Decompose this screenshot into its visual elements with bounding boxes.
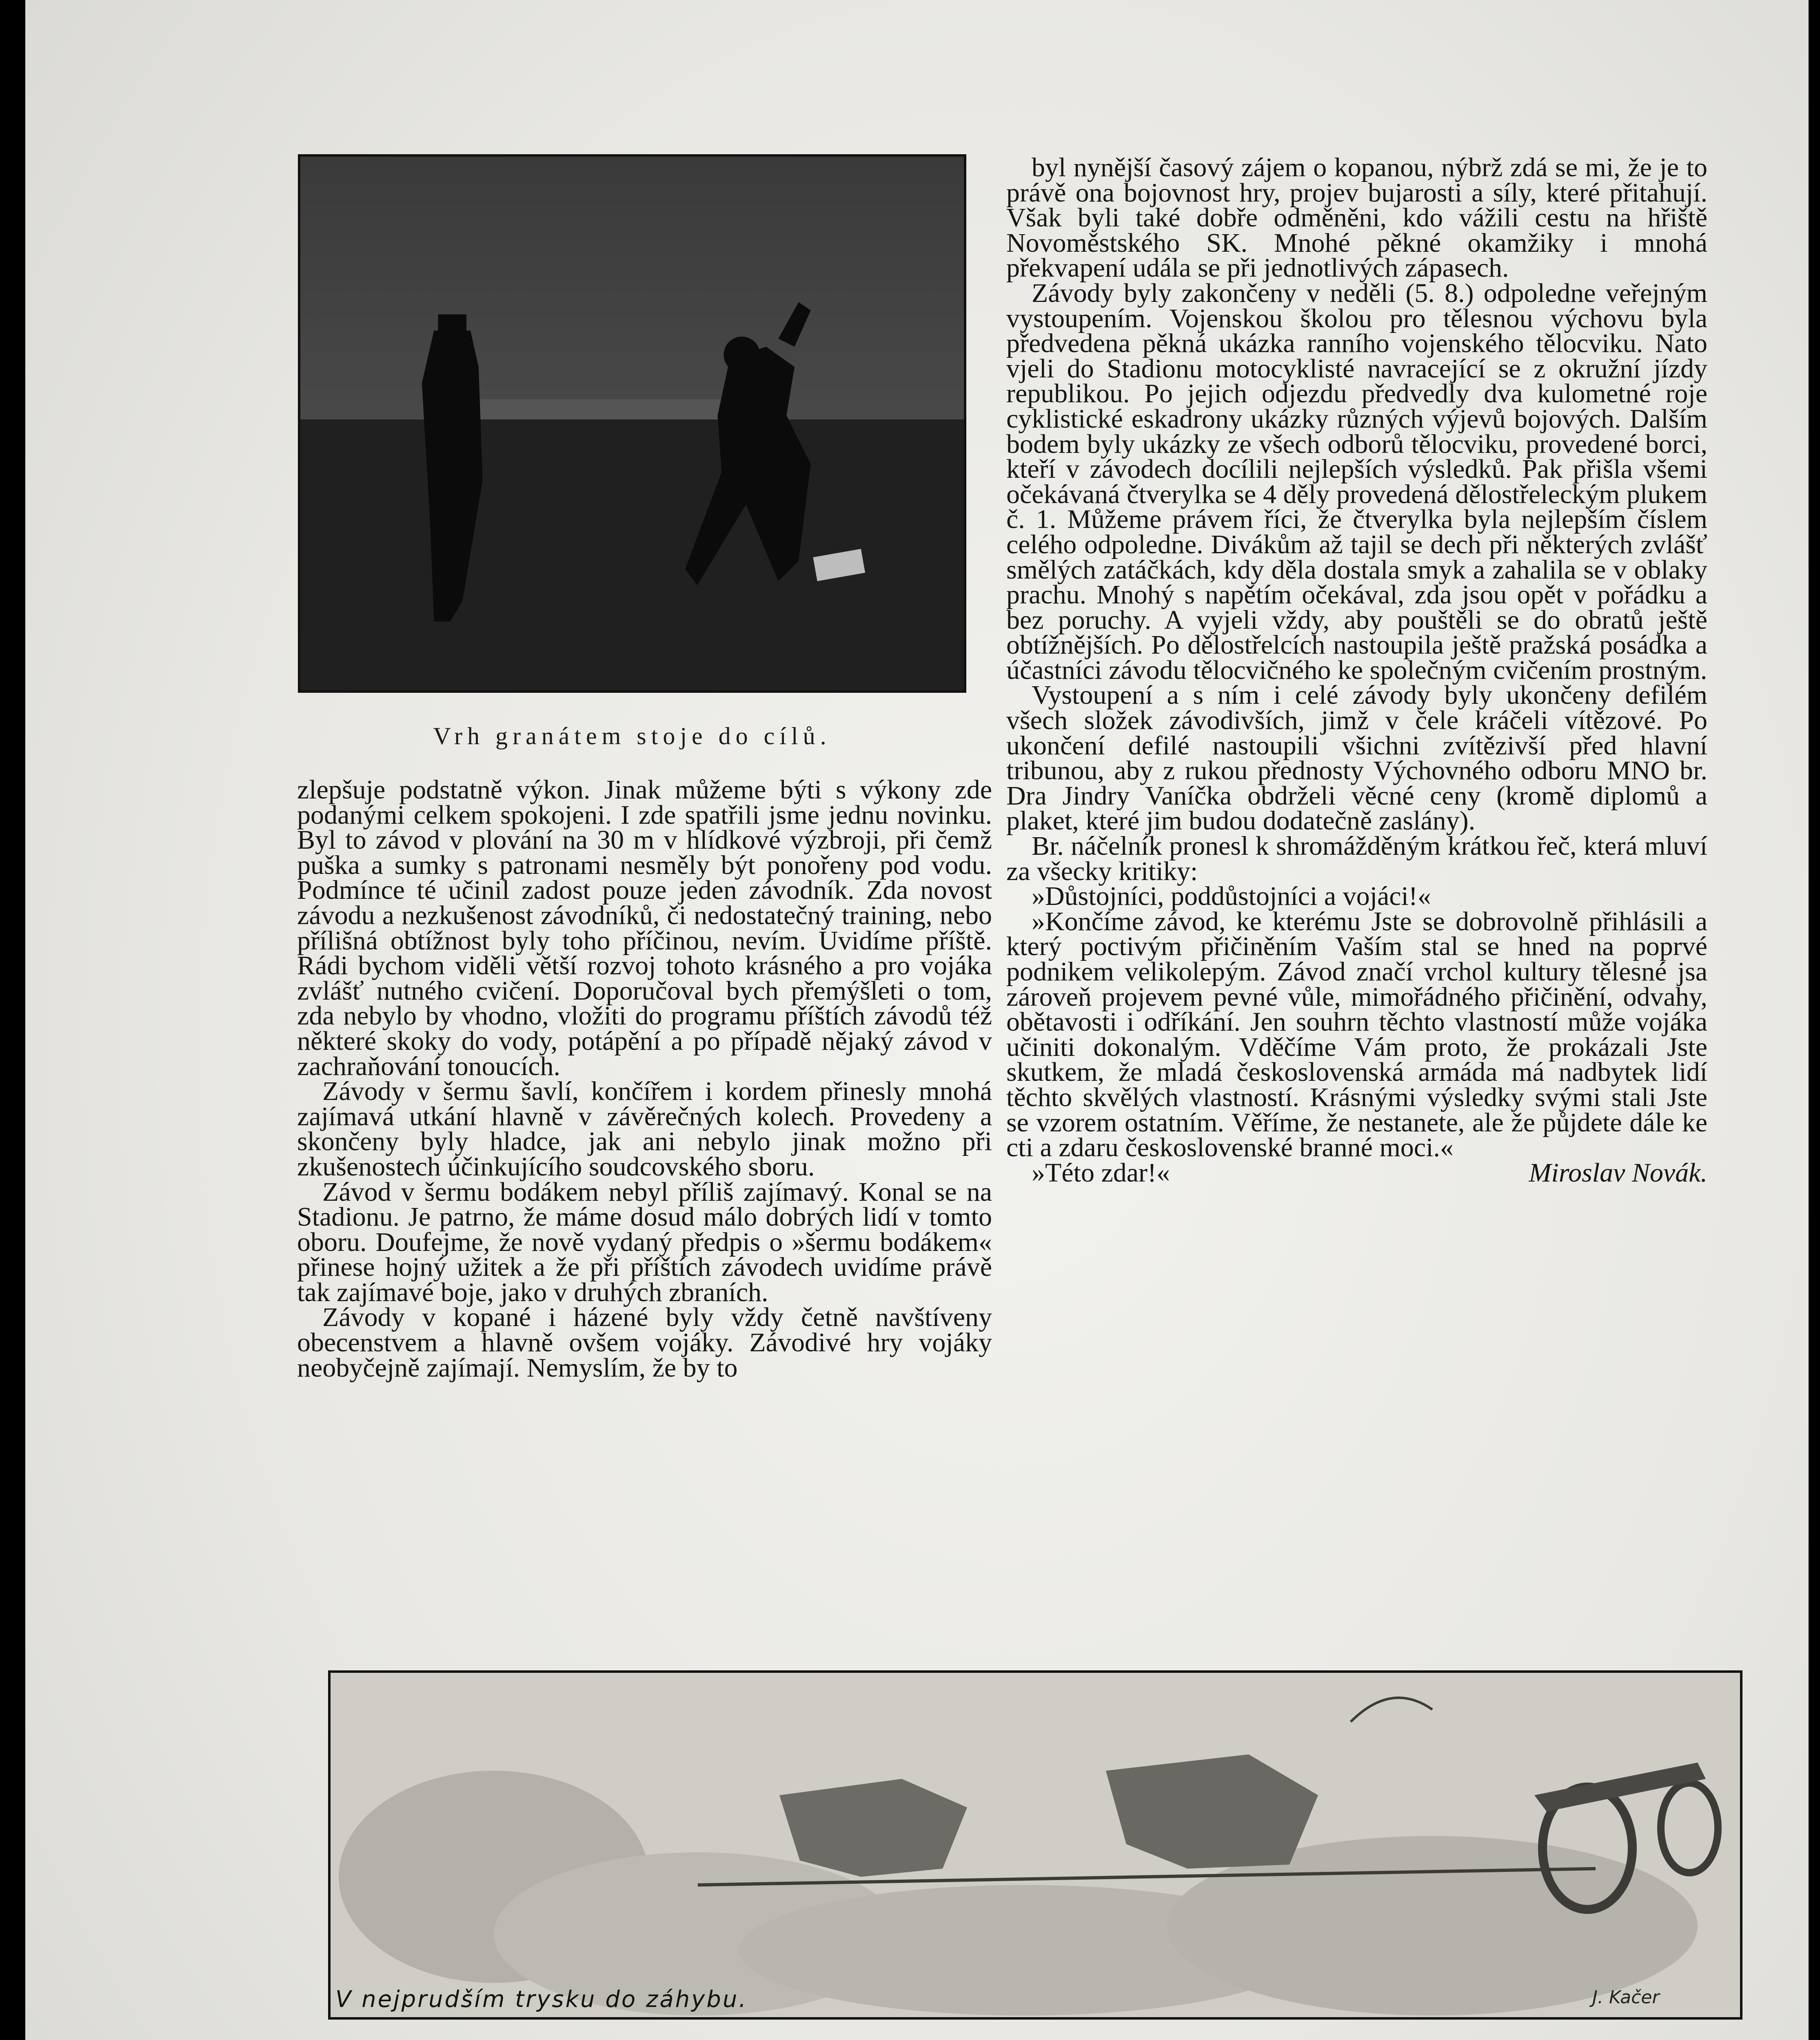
photo-silhouettes [300,157,964,690]
drawing-illustration [331,1673,1740,2017]
grenade-throw-photo [298,154,966,693]
paragraph: Závod v šermu bodákem nebyl příliš zajímavý. Konal se na Stadionu. Je patrno, že máme dosud málo dobrých lidí v tomto oboru. Doufejme, že nově vydaný předpis o »šermu bodákem« přinese hojný užitek a že při příštích závodech uvidíme právě tak zajímavé boje, jako v druhých zbraních. [297,1177,992,1307]
left-column-text [297,775,992,1383]
speech-closing [1006,1157,1707,1188]
paragraph: Závody v kopané i házené byly vždy četně navštíveny obecenstvem a hlavně ovšem vojáky. Závodivé hry vojáky neobyčejně zajímají. Nemyslím, že by to [297,1302,992,1383]
paragraph: Br. náčelník pronesl k shromážděným krátkou řeč, která mluví za všecky kritiky: [1006,831,1707,886]
drawing-caption: V nejprudším trysku do záhybu. [335,1986,748,2013]
paragraph: byl nynější časový zájem o kopanou, nýbrž zdá se mi, že je to právě ona bojovnost hry, projev bujarosti a síly, které přitahují. Však byli také dobře odměněni, kdo vážili cestu na hřiště Novoměstského SK. Mnohé pěkné okamžiky i mnohá překvapení udála se při jednotlivých zápasech. [1006,153,1707,283]
speech-body: »Končíme závod, ke kterému Jste se dobrovolně přihlásili a který poctivým přičiněním Vaším stal se hned na poprvé podnikem velikolepým. Závod značí vrchol kultury tělesné jsa zároveň projevem pevné vůle, mimořádného přičinění, odvahy, obětavosti i odříkání. Jen souhrn těchto vlastností může vojáka učiniti dokonalým. Vděčíme Vám proto, že prokázali Jste skutkem, že mladá československá armáda má nadbytek lidí těchto skvělých vlastností. Krásnými výsledky svými stali Jste se vzorem ostatním. Věříme, že nestanete, ale že půjdete dále ke cti a zdaru československé branné moci.« [1006,906,1707,1163]
author-signature: Miroslav Novák. [1529,1157,1707,1188]
paragraph: zlepšuje podstatně výkon. Jinak můžeme býti s výkony zde podanými celkem spokojeni. I zde spatřili jsme jednu novinku. Byl to závod v plování na 30 m v hlídkové výzbroji, při čemž puška a sumky s patronami nesměly být ponořeny pod vodu. Podmínce té učinil zadost pouze jeden závodník. Zda novost závodu a nezkušenost závodníků, či nedostatečný training, nebo přílišná obtížnost byly toho příčinou, nevím. Uvidíme příště. Rádi bychom viděli větší rozvoj tohoto krásného a pro vojáka zvlášť nutného cvičení. Doporučoval bych přemýšleti o tom, zda nebylo by vhodno, vložiti do programu příštích závodů též některé skoky do vody, potápění a po případě nějaký závod v zachraňování tonoucích. [297,775,992,1081]
paragraph: Závody byly zakončeny v neděli (5. 8.) odpoledne veřejným vystoupením. Vojenskou školou pro tělesnou výchovu byla předvedena pěkná ukázka ranního vojenského tělocviku. Nato vjeli do Stadionu motocyklisté navracející se z okružní jízdy republikou. Po jejich odjezdu předvedly dva kulometné roje cyklistické eskadrony ukázky různých výjevů bojových. Dalším bodem byly ukázky ze všech odborů tělocviku, provedené borci, kteří v závodech docílili nejlepších výsledků. Pak přišla všemi očekávaná čtverylka se 4 děly provedená dělostřeleckým plukem č. 1. Můžeme právem říci, že čtverylka byla nejlepším číslem celého odpoledne. Divákům až tajil se dech při některých zvlášť smělých zatáčkách, kdy děla dostala smyk a zahalila se v oblaky prachu. Mnohý s napětím očekával, zda jsou opět v pořádku a bez poruchy. A vyjeli vždy, aby pouštěli se do obratů ještě obtížnějších. Po dělostřelcích nastoupila ještě pražská posádka a účastníci závodu tělocvičného ke společným cvičením prostným. [1006,278,1707,685]
speech-salutation: »Důstojníci, poddůstojníci a vojáci!« [1032,881,1431,911]
paragraph: Vystoupení a s ním i celé závody byly ukončeny defilém všech složek závodivších, jimž v čele kráčeli vítězové. Po ukončení defilé nastoupili všichni zvítězivší před hlavní tribunou, aby z rukou přednosty Výchovného odboru MNO br. Dra Jindry Vaníčka obdrželi věcné ceny (kromě diplomů a plaket, které jim budou dodatečně zaslány). [1006,680,1707,836]
artillery-charge-drawing [328,1670,1742,2020]
photo-caption: Vrh granátem stoje do cílů. [433,723,831,749]
artist-signature: J. Kačer [1592,1987,1660,2008]
magazine-page [25,0,1809,2040]
paragraph: Závody v šermu šavlí, končířem i kordem přinesly mnohá zajímavá utkání hlavně v závěrečných kolech. Provedeny a skončeny byly hladce, jak ani nebylo jinak možno při zkušenostech účinkujícího soudcovského sboru. [297,1076,992,1182]
right-column-text [1006,153,1707,1188]
closing-cheer: »Této zdar!« [1032,1157,1170,1188]
